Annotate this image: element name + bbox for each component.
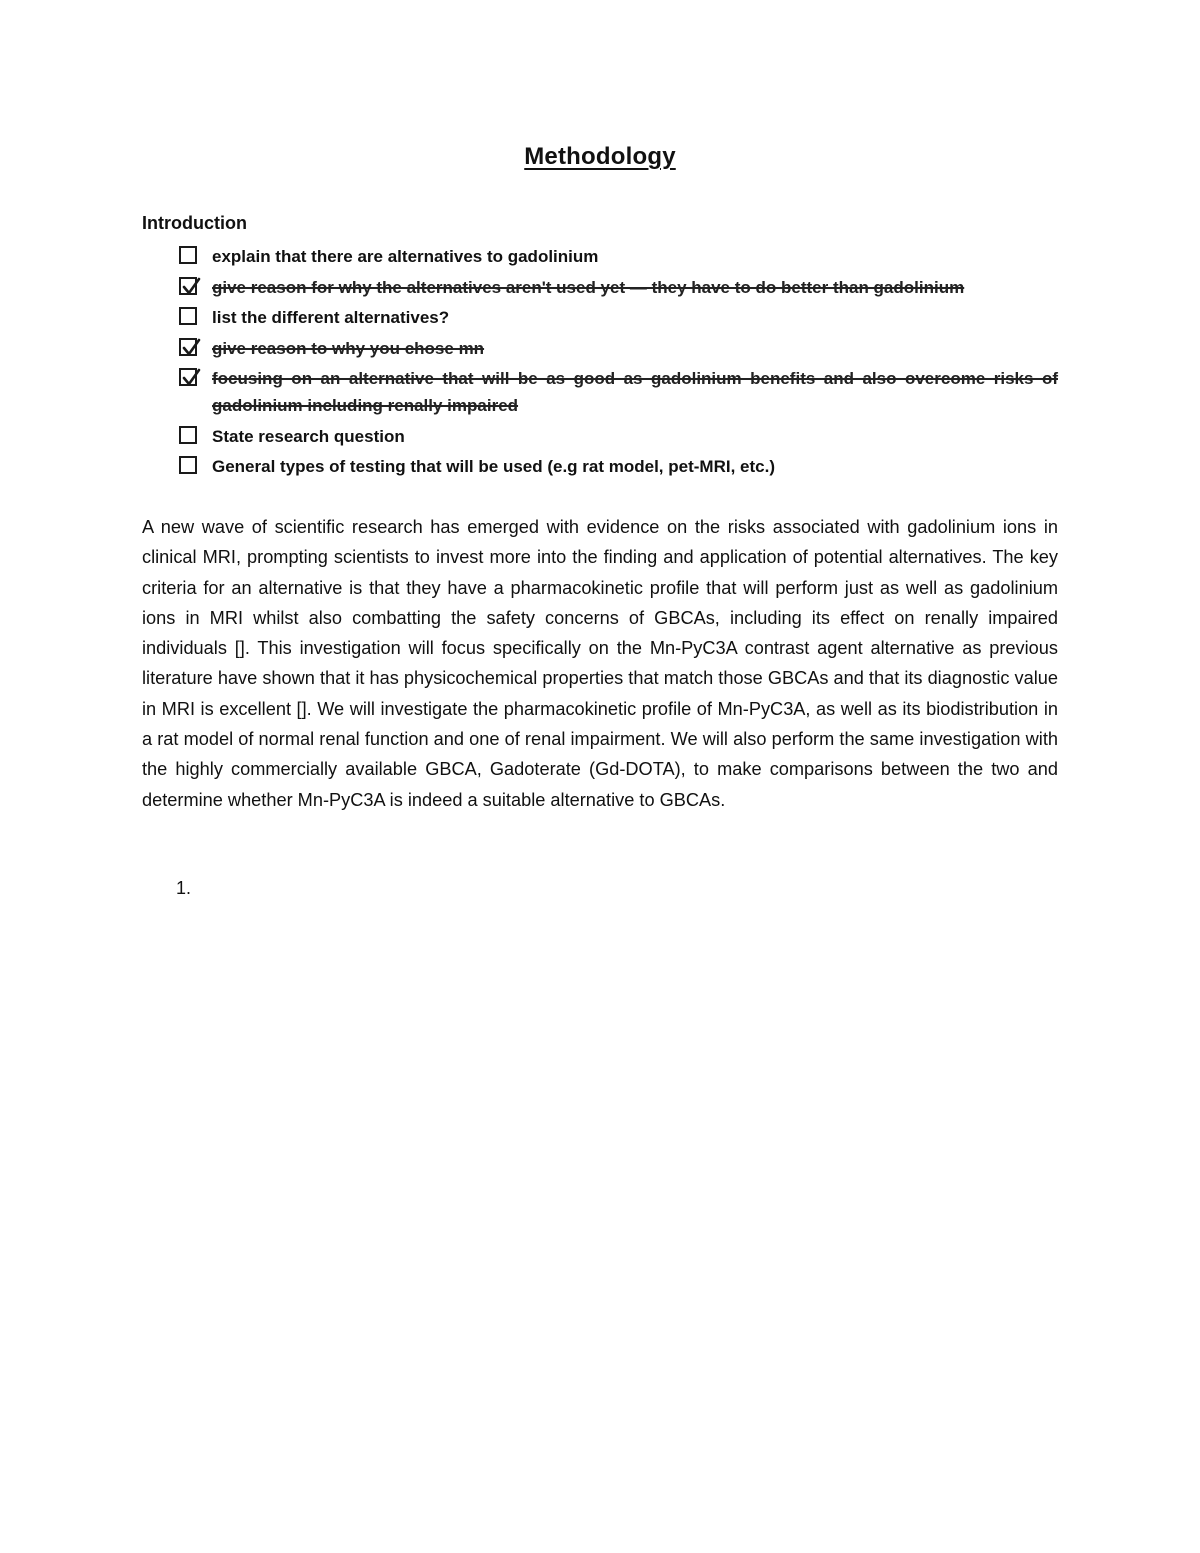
checklist-item <box>178 423 1058 450</box>
checklist-item-text: State research question <box>212 426 405 446</box>
checklist-item <box>178 274 1058 301</box>
section-heading: Introduction <box>142 213 247 233</box>
numbered-list-item: 1. <box>176 878 192 898</box>
checkbox-checked-icon[interactable] <box>179 277 197 295</box>
checklist-item-text: focusing on an alternative that will be as good as gadolinium benefits and also overcome risks of gadolinium including renally impaired <box>212 369 1058 415</box>
body-paragraph: A new wave of scientific research has emerged with evidence on the risks associated with gadolinium ions in clinical MRI, prompting scientists to invest more into the finding and application of potential alternatives. The key criteria for an alternative is that they have a pharmacokinetic profile that will perform just as well as gadolinium ions in MRI whilst also combatting the safety concerns of GBCAs, including its effect on renally impaired individuals []. This investigation will focus specifically on the Mn-PyC3A contrast agent alternative as previous literature have shown that it has physicochemical properties that match those GBCAs and that its diagnostic value in MRI is excellent []. We will investigate the pharmacokinetic profile of Mn-PyC3A, as well as its biodistribution in a rat model of normal renal function and one of renal impairment. We will also perform the same investigation with the highly commercially available GBCA, Gadoterate (Gd-DOTA), to make comparisons between the two and determine whether Mn-PyC3A is indeed a suitable alternative to GBCAs. <box>142 517 1058 810</box>
checklist-item-text: give reason to why you chose mn <box>212 338 485 358</box>
checklist-item-text: list the different alternatives? <box>212 308 450 327</box>
checklist-item <box>178 304 1058 331</box>
checkbox-empty-icon[interactable] <box>179 246 197 264</box>
checkbox-empty-icon[interactable] <box>179 426 197 444</box>
todo-checklist <box>178 243 1058 484</box>
checklist-item-text: explain that there are alternatives to gadolinium <box>212 247 599 266</box>
checkbox-empty-icon[interactable] <box>179 456 197 474</box>
checklist-item <box>178 365 1058 419</box>
checklist-item-text: give reason for why the alternatives aren't used yet — they have to do better than gadolinium <box>212 277 965 297</box>
checkbox-checked-icon[interactable] <box>179 368 197 386</box>
checklist-item <box>178 243 1058 270</box>
checklist-item <box>178 335 1058 362</box>
page-title: Methodology <box>524 143 676 170</box>
checkbox-empty-icon[interactable] <box>179 307 197 325</box>
checkbox-checked-icon[interactable] <box>179 338 197 356</box>
checklist-item-text: General types of testing that will be used (e.g rat model, pet-MRI, etc.) <box>212 457 775 476</box>
checklist-item <box>178 453 1058 480</box>
